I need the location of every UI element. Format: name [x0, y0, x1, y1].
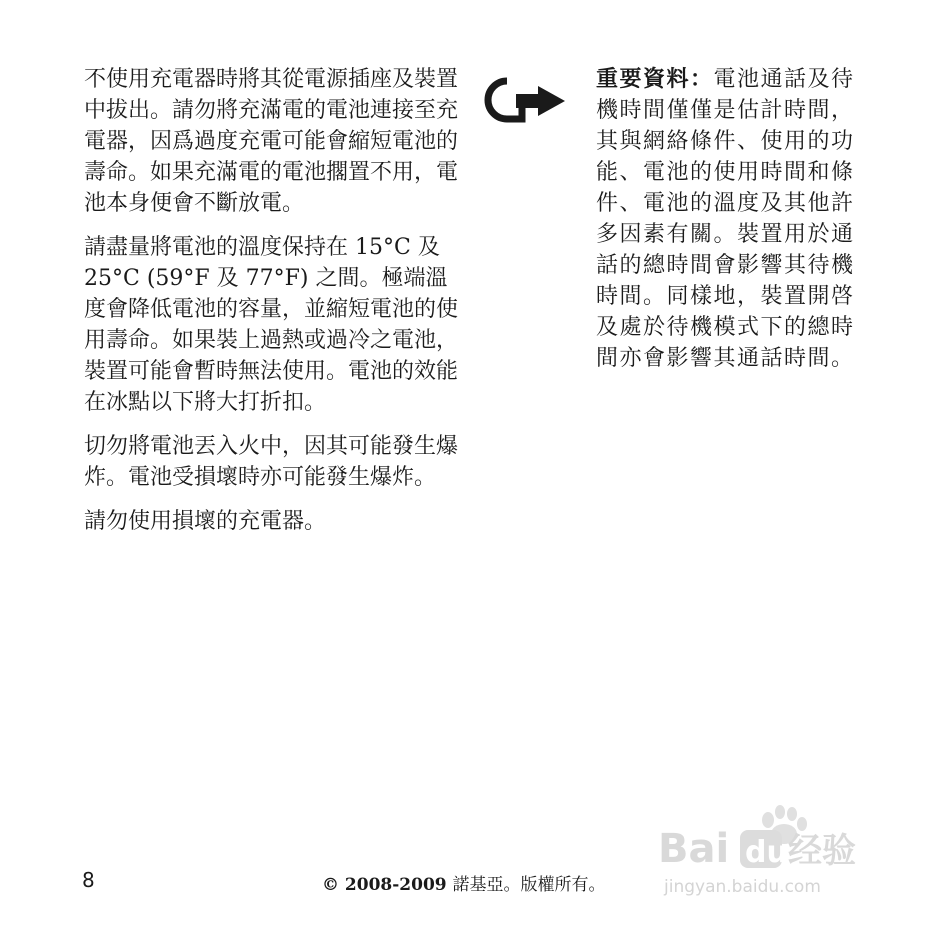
- baidu-jingyan-watermark: [658, 800, 878, 900]
- left-column: [84, 64, 460, 550]
- note-heading: 重要資料：: [596, 66, 714, 92]
- copyright-holder: 諾基亞。版權所有。: [452, 875, 606, 895]
- important-note: [596, 64, 858, 374]
- note-text: [596, 64, 858, 374]
- svg-text:du: du: [745, 835, 788, 870]
- paragraph-damaged-charger: 請勿使用損壞的充電器。: [84, 509, 327, 534]
- paragraph-fire-warning: 切勿將電池丟入火中，因其可能發生爆炸。電池受損壞時亦可能發生爆炸。: [84, 434, 459, 490]
- svg-text:Bai: Bai: [658, 826, 730, 872]
- page-number: 8: [82, 868, 95, 892]
- paragraph-temperature: 請盡量將電池的溫度保持在 15°C 及 25°C (59°F 及 77°F) 之間。極端溫度會降低電池的容量，並縮短電池的使用壽命。如果裝上過熱或過冷之電池，裝置可能會暫時無法使用。電池的效能在冰點以下將大打折扣。: [84, 235, 459, 415]
- svg-text:jingyan.baidu.com: jingyan.baidu.com: [664, 877, 821, 897]
- copyright-notice: [322, 870, 606, 895]
- paragraph-charger-unplug: 不使用充電器時將其從電源插座及裝置中拔出。請勿將充滿電的電池連接至充電器，因爲過度充電可能會縮短電池的壽命。如果充滿電的電池擱置不用，電池本身便會不斷放電。: [84, 67, 459, 216]
- note-body: 電池通話及待機時間僅僅是估計時間，其與網絡條件、使用的功能、電池的使用時間和條件、電池的溫度及其他許多因素有關。裝置用於通話的總時間會影響其待機時間。同樣地，裝置開啓及處於待機模式下的總時間亦會影響其通話時間。: [596, 67, 855, 371]
- hand-pointer-icon: [480, 74, 568, 126]
- svg-text:经验: 经验: [788, 831, 856, 871]
- copyright-year: © 2008-2009: [322, 875, 447, 895]
